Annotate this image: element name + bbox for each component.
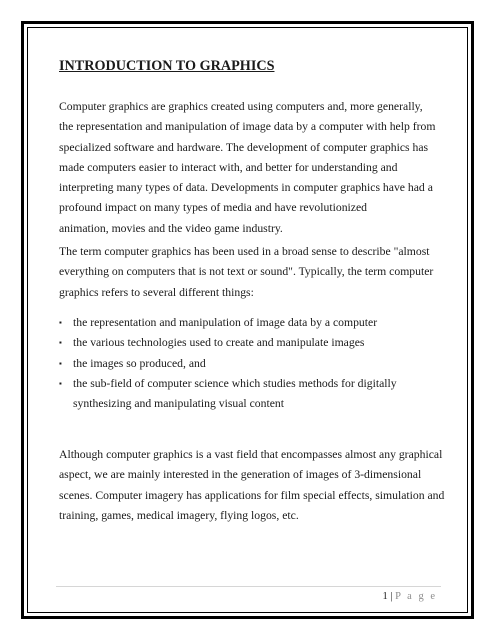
list-item bbox=[59, 333, 397, 353]
list-item-text: the images so produced, and bbox=[73, 356, 206, 370]
text-line: graphics refers to several different things: bbox=[59, 285, 254, 299]
bullet-icon: ▪ bbox=[59, 358, 62, 368]
applications-paragraph bbox=[59, 445, 444, 526]
list-item bbox=[59, 374, 397, 415]
page-label: P a g e bbox=[395, 591, 437, 602]
list-item bbox=[59, 354, 397, 374]
text-line: interpreting many types of data. Developments in computer graphics have had a bbox=[59, 181, 433, 195]
document-title: INTRODUCTION TO GRAPHICS bbox=[59, 58, 275, 74]
text-line: specialized software and hardware. The development of computer graphics has bbox=[59, 140, 429, 154]
list-item-text: the sub-field of computer science which studies methods for digitally bbox=[73, 376, 397, 390]
footer-separator: | bbox=[390, 591, 393, 602]
list-item-text: the various technologies used to create and manipulate images bbox=[73, 336, 365, 350]
text-line: aspect, we are mainly interested in the generation of images of 3-dimensional bbox=[59, 468, 422, 482]
bullet-icon: ▪ bbox=[59, 338, 62, 348]
text-line: animation, movies and the video game industry. bbox=[59, 221, 283, 235]
footer-divider bbox=[56, 586, 441, 587]
bullet-icon: ▪ bbox=[59, 378, 62, 388]
text-line: scenes. Computer imagery has applications for film special effects, simulation and bbox=[59, 488, 445, 502]
page-footer bbox=[382, 591, 437, 602]
definition-paragraph bbox=[59, 242, 433, 303]
text-line: the representation and manipulation of image data by a computer with help from bbox=[59, 120, 436, 134]
list-item-text: synthesizing and manipulating visual content bbox=[73, 397, 284, 411]
list-item bbox=[59, 313, 397, 333]
text-line: made computers easier to interact with, and better for understanding and bbox=[59, 160, 398, 174]
bullet-list bbox=[59, 313, 397, 414]
bullet-icon: ▪ bbox=[59, 318, 62, 327]
list-item-text: the representation and manipulation of image data by a computer bbox=[73, 316, 378, 329]
text-line: profound impact on many types of media and have revolutionized bbox=[59, 201, 368, 215]
text-line: Computer graphics are graphics created using computers and, more generally, bbox=[59, 100, 423, 113]
text-line: everything on computers that is not text or sound". Typically, the term computer bbox=[59, 265, 434, 279]
text-line: Although computer graphics is a vast field that encompasses almost any graphical bbox=[59, 448, 443, 461]
intro-paragraph bbox=[59, 97, 435, 239]
text-line: The term computer graphics has been used in a broad sense to describe "almost bbox=[59, 245, 430, 258]
page-number: 1 bbox=[382, 591, 388, 602]
text-line: training, games, medical imagery, flying logos, etc. bbox=[59, 508, 299, 522]
